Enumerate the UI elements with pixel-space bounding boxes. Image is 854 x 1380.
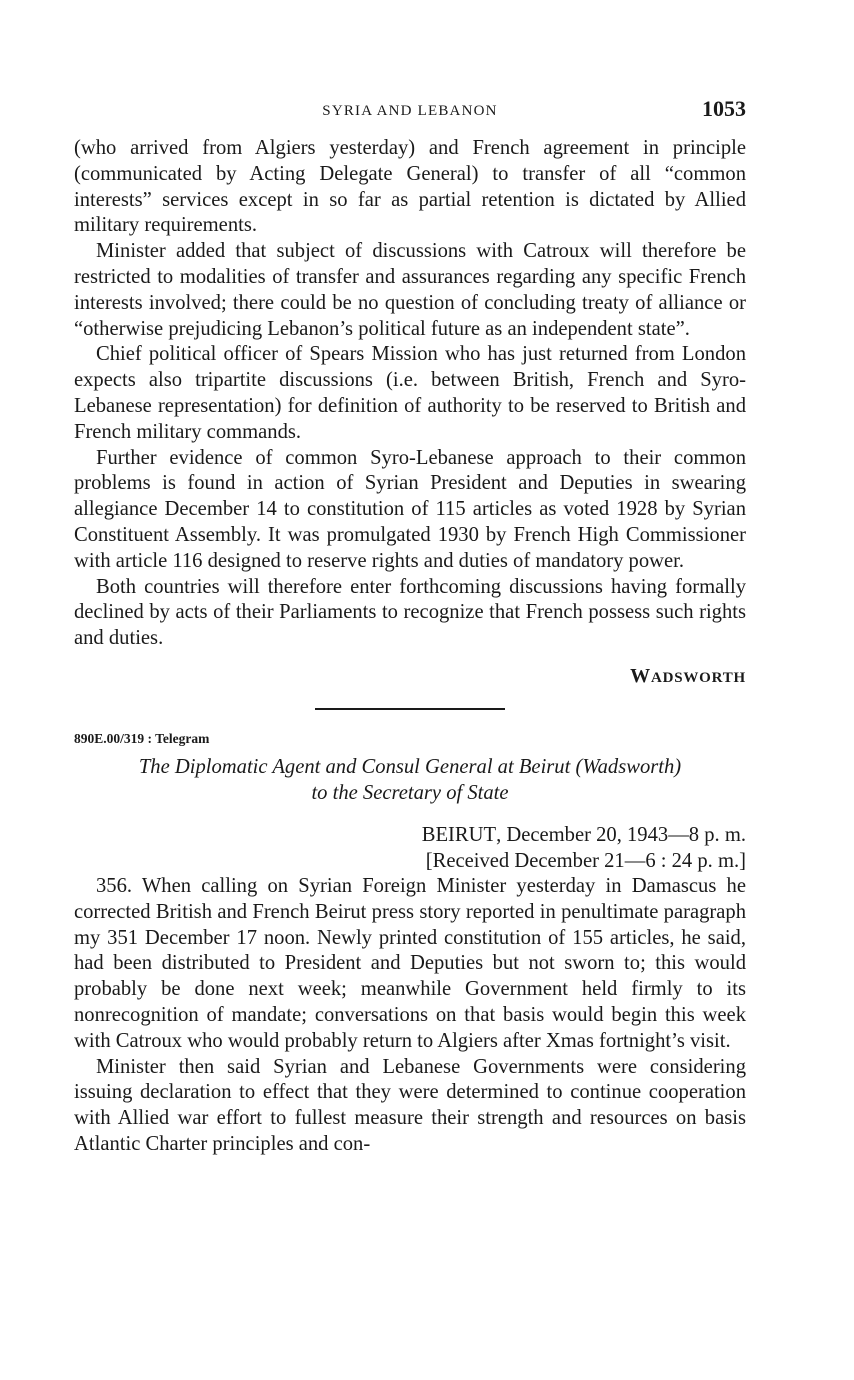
running-title: SYRIA AND LEBANON	[322, 103, 498, 119]
signature	[74, 666, 746, 688]
dateline	[74, 822, 746, 848]
signature-initial: W	[630, 664, 651, 687]
dateline-place-initial: B	[421, 823, 436, 846]
document-page	[74, 96, 746, 1158]
paragraph: Minister added that subject of discussions with Catroux will therefore be restricted to modalities of transfer and assurances regarding any specific French interests involved; there could be no question of concluding treaty of alliance or “otherwise prejudicing Lebanon’s political future as an independent state”.	[74, 240, 746, 340]
running-head	[74, 96, 746, 126]
section-divider	[315, 708, 505, 710]
signature-rest: ADSWORTH	[650, 669, 746, 686]
paragraph: Chief political officer of Spears Mission who has just returned from London expects also tripartite discussions (i.e. between British, French and Syro-Lebanese representation) for definition of authority to be reserved to British and French military commands.	[74, 343, 746, 443]
document-title-line: The Diplomatic Agent and Consul General at Beirut (Wadsworth)	[138, 755, 682, 778]
page-number: 1053	[702, 96, 746, 121]
paragraph: Further evidence of common Syro-Lebanese approach to their common problems is found in action of Syrian President and Deputies in swearing allegiance December 14 to constitution of 115 articles as voted 1928 by Syrian Constituent Assembly. It was promulgated 1930 by French High Commissioner with article 116 designed to reserve rights and duties of mandatory power.	[74, 446, 746, 572]
dateline-place-rest: EIRUT	[435, 823, 497, 846]
dateline-date: , December 20, 1943—8 p. m.	[496, 823, 746, 846]
file-reference: 890E.00/319 : Telegram	[74, 730, 210, 746]
received-line: [Received December 21—6 : 24 p. m.]	[425, 849, 746, 872]
document-title-line: to the Secretary of State	[311, 781, 509, 804]
paragraph: 356. When calling on Syrian Foreign Minister yesterday in Damascus he corrected British and French Beirut press story reported in penultimate paragraph my 351 December 17 noon. Newly printed constitution of 155 articles, he said, had been distributed to President and Deputies but not sworn to; this would probably be done next week; meanwhile Government held firmly to its nonrecognition of mandate; conversations on that basis would begin this week with Catroux who would probably return to Algiers after Xmas fortnight’s visit.	[74, 874, 746, 1052]
paragraph: Minister then said Syrian and Lebanese Governments were considering issuing declaration to effect that they were determined to continue cooperation with Allied war effort to fullest measure their strength and resources on basis Atlantic Charter principles and con-	[74, 1055, 746, 1155]
document-title	[74, 754, 746, 806]
paragraph: Both countries will therefore enter forthcoming discussions having formally declined by acts of their Parliaments to recognize that French possess such rights and duties.	[74, 575, 746, 650]
paragraph: (who arrived from Algiers yesterday) and French agreement in principle (communicated by Acting Delegate General) to transfer of all “common interests” services except in so far as partial retention is dictated by Allied military requirements.	[74, 137, 746, 237]
